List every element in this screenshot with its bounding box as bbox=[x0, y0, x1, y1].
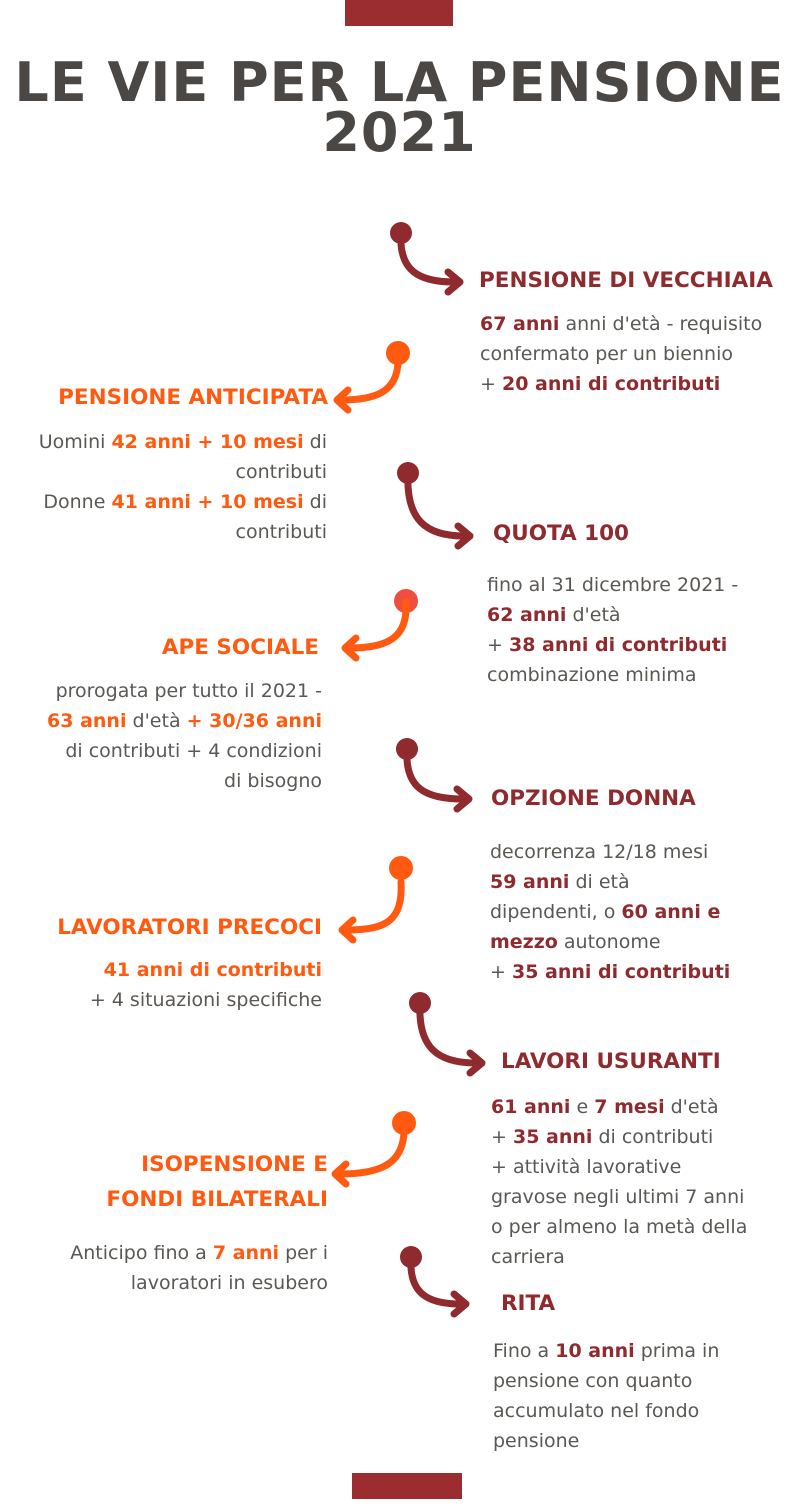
text: lavoratori in esubero bbox=[130, 1272, 328, 1294]
precoci-contrib: 41 anni di contributi bbox=[103, 959, 322, 981]
arrow-usuranti-icon bbox=[408, 990, 498, 1080]
text: decorrenza 12/18 mesi bbox=[490, 841, 709, 863]
desc-usuranti bbox=[491, 1092, 747, 1272]
heading-quota100: QUOTA 100 bbox=[493, 521, 630, 546]
anticipata-women: 41 anni + 10 mesi bbox=[111, 491, 304, 513]
text: Fino a bbox=[493, 1340, 556, 1362]
rita-years: 10 anni bbox=[555, 1340, 635, 1362]
heading-rita: RITA bbox=[501, 1291, 556, 1316]
text: prima in bbox=[634, 1340, 720, 1362]
text: confermato per un biennio bbox=[480, 343, 733, 365]
text: o per almeno la metà della bbox=[491, 1216, 748, 1238]
arrow-quota100-icon bbox=[396, 460, 486, 552]
text: dipendenti, o bbox=[490, 901, 622, 923]
text: di contributi bbox=[592, 1126, 714, 1148]
heading-anticipata: PENSIONE ANTICIPATA bbox=[58, 385, 328, 410]
text: + 4 situazioni specifiche bbox=[89, 989, 322, 1011]
quota100-contrib: 38 anni di contributi bbox=[508, 634, 728, 656]
bottom-bar bbox=[352, 1473, 462, 1499]
arrow-vecchiaia-icon bbox=[388, 220, 478, 300]
text: di contributi + 4 condizioni bbox=[65, 740, 322, 762]
opzione-contrib: 35 anni di contributi bbox=[511, 961, 731, 983]
text: Anticipo fino a bbox=[70, 1242, 213, 1264]
heading-ape: APE SOCIALE bbox=[161, 635, 319, 660]
text: fino al 31 dicembre 2021 - bbox=[487, 574, 739, 596]
text: di età bbox=[569, 871, 630, 893]
text: d'età bbox=[126, 710, 187, 732]
text: contributi bbox=[235, 521, 327, 543]
opzione-age-autonome: 60 anni e bbox=[621, 901, 721, 923]
heading-isopensione bbox=[106, 1147, 328, 1217]
text: d'età bbox=[566, 604, 621, 626]
usuranti-months: 7 mesi bbox=[594, 1096, 665, 1118]
heading-isopensione-line1: ISOPENSIONE E bbox=[141, 1152, 328, 1177]
quota100-age: 62 anni bbox=[487, 604, 567, 626]
text: e bbox=[570, 1096, 595, 1118]
heading-usuranti: LAVORI USURANTI bbox=[501, 1049, 721, 1074]
usuranti-contrib: 35 anni bbox=[512, 1126, 593, 1148]
text: + bbox=[490, 961, 512, 983]
heading-isopensione-line2: FONDI BILATERALI bbox=[106, 1187, 328, 1212]
desc-rita bbox=[493, 1336, 719, 1456]
desc-precoci bbox=[90, 955, 322, 1015]
vecchiaia-age: 67 anni bbox=[480, 313, 560, 335]
title-line-2: 2021 bbox=[322, 101, 477, 164]
desc-anticipata bbox=[39, 427, 327, 547]
text: pensione bbox=[493, 1430, 580, 1452]
heading-vecchiaia: PENSIONE DI VECCHIAIA bbox=[479, 268, 773, 293]
opzione-age: 59 anni bbox=[490, 871, 570, 893]
text: autonome bbox=[557, 931, 661, 953]
usuranti-age: 61 anni bbox=[491, 1096, 571, 1118]
text: + bbox=[487, 634, 509, 656]
text: pensione con quanto bbox=[493, 1370, 693, 1392]
text: per i bbox=[279, 1242, 328, 1264]
text: gravose negli ultimi 7 anni bbox=[491, 1186, 745, 1208]
opzione-mezzo: mezzo bbox=[490, 931, 558, 953]
heading-opzione: OPZIONE DONNA bbox=[491, 786, 696, 811]
arrow-opzione-icon bbox=[395, 736, 485, 816]
vecchiaia-contrib: 20 anni di contributi bbox=[501, 373, 721, 395]
anticipata-men: 42 anni + 10 mesi bbox=[111, 431, 304, 453]
title-line-1: LE VIE PER LA PENSIONE bbox=[14, 51, 785, 114]
text: Donne bbox=[43, 491, 112, 513]
ape-contrib: + 30/36 anni bbox=[186, 710, 322, 732]
text: di bbox=[303, 491, 327, 513]
text: combinazione minima bbox=[487, 664, 697, 686]
text: + bbox=[480, 373, 502, 395]
ape-age: 63 anni bbox=[47, 710, 127, 732]
text: contributi bbox=[235, 461, 327, 483]
text: anni d'età - requisito bbox=[559, 313, 763, 335]
heading-precoci: LAVORATORI PRECOCI bbox=[57, 915, 322, 940]
text: + bbox=[491, 1126, 513, 1148]
page-title bbox=[0, 51, 799, 164]
text: d'età bbox=[664, 1096, 719, 1118]
desc-isopensione bbox=[70, 1238, 328, 1298]
text: accumulato nel fondo bbox=[493, 1400, 700, 1422]
top-bar bbox=[345, 0, 453, 26]
arrow-anticipata-icon bbox=[332, 340, 414, 414]
arrow-ape-icon bbox=[340, 588, 422, 664]
text: di bisogno bbox=[224, 770, 322, 792]
text: carriera bbox=[491, 1246, 565, 1268]
desc-vecchiaia bbox=[480, 309, 762, 399]
arrow-isopensione-icon bbox=[328, 1108, 418, 1188]
text: + attività lavorative bbox=[491, 1156, 682, 1178]
desc-ape bbox=[47, 676, 322, 796]
text: Uomini bbox=[38, 431, 112, 453]
text: di bbox=[303, 431, 327, 453]
isopensione-years: 7 anni bbox=[212, 1242, 280, 1264]
arrow-rita-icon bbox=[398, 1244, 478, 1322]
desc-opzione bbox=[490, 837, 730, 987]
desc-quota100 bbox=[487, 570, 738, 690]
arrow-precoci-icon bbox=[337, 854, 419, 946]
text: prorogata per tutto il 2021 - bbox=[55, 680, 322, 702]
